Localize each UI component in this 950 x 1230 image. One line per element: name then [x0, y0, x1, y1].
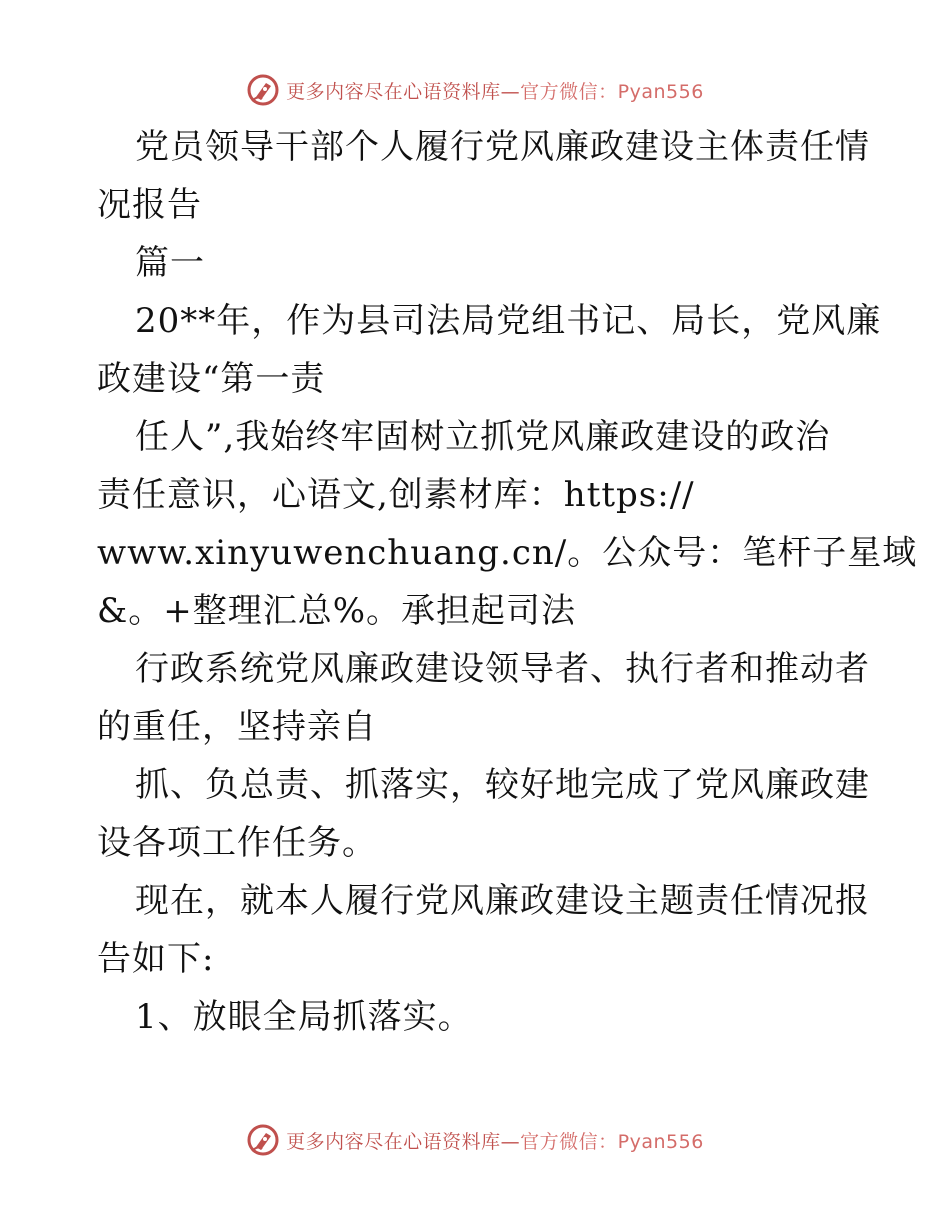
paragraph-line: 任人”,我始终牢固树立抓党风廉政建设的政治 [135, 417, 831, 457]
doc-title-line-2: 况报告 [97, 185, 202, 225]
paragraph-line: 责任意识，心语文,创素材库：https:// [97, 475, 695, 515]
doc-title-line-1: 党员领导干部个人履行党风廉政建设主体责任情 [135, 127, 870, 167]
paragraph-line: 设各项工作任务。 [97, 823, 377, 863]
header-separator: — [500, 80, 521, 103]
section-heading: 篇一 [135, 243, 205, 283]
paragraph-line: www.xinyuwenchuang.cn/。公众号：笔杆子星域 [97, 533, 918, 573]
footer-wechat-text: 官方微信：Pyan556 [520, 1130, 704, 1153]
paragraph-line: 政建设“第一责 [97, 359, 326, 399]
pen-nib-logo-icon [246, 73, 280, 107]
footer-banner-text [286, 1127, 704, 1154]
header-banner [0, 70, 950, 110]
paragraph-line: 20**年，作为县司法局党组书记、局长，党风廉 [135, 301, 882, 341]
list-item-heading: 1、放眼全局抓落实。 [135, 997, 473, 1037]
document-body [97, 118, 918, 1046]
footer-separator: — [500, 1130, 521, 1153]
footer-site-text: 更多内容尽在心语资料库 [286, 1130, 501, 1153]
footer-banner [0, 1120, 950, 1160]
paragraph-line: 行政系统党风廉政建设领导者、执行者和推动者 [135, 649, 870, 689]
paragraph-line: 抓、负总责、抓落实，较好地完成了党风廉政建 [135, 765, 870, 805]
pen-nib-logo-icon [246, 1123, 280, 1157]
paragraph-line: 现在，就本人履行党风廉政建设主题责任情况报 [135, 881, 870, 921]
header-wechat-text: 官方微信：Pyan556 [520, 80, 704, 103]
paragraph-line: 告如下: [97, 939, 215, 979]
paragraph-line: &。+整理汇总%。承担起司法 [97, 591, 577, 631]
header-banner-text [286, 77, 704, 104]
header-site-text: 更多内容尽在心语资料库 [286, 80, 501, 103]
paragraph-line: 的重任，坚持亲自 [97, 707, 377, 747]
